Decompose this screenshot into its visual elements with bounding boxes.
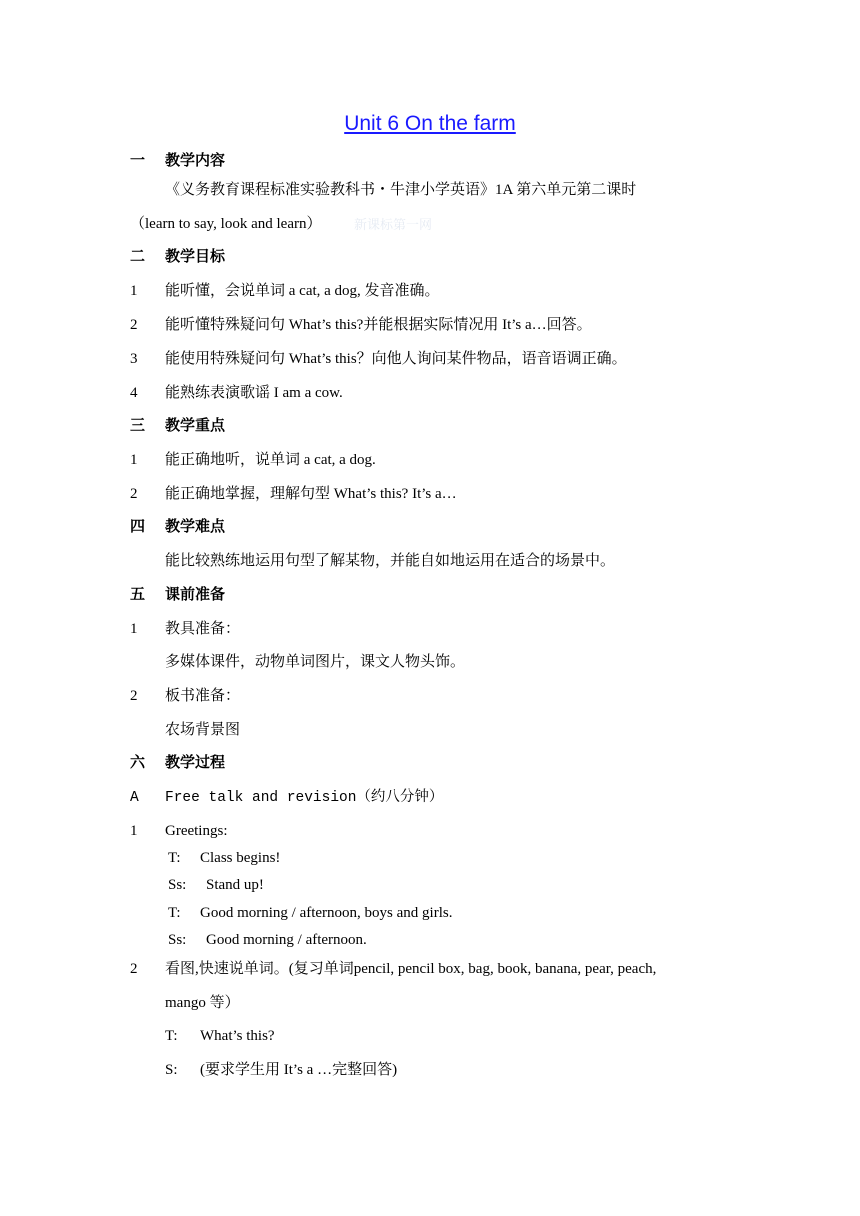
section-5-heading: 课前准备 [165,587,226,603]
section-2-number: 二 [130,249,146,265]
list-item-number: 2 [130,688,138,704]
list-item-detail: 多媒体课件，动物单词图片，课文人物头饰。 [165,654,466,670]
dialog-speaker: Ss: [168,932,187,948]
section-4-heading: 教学难点 [165,519,226,535]
dialog-line: Class begins! [200,850,281,866]
list-item-number: 1 [130,621,138,637]
list-item-text: 能听懂特殊疑问句 What’s this?并能根据实际情况用 It’s a…回答。 [165,317,592,333]
page-title-link[interactable]: Unit 6 On the farm [344,112,516,135]
step-number: 2 [130,961,138,977]
section-3-heading: 教学重点 [165,418,226,434]
list-item-number: 4 [130,385,138,401]
section-1-heading: 教学内容 [165,153,226,169]
subsection-a-heading: Free talk and revision（约八分钟） [165,790,444,806]
section-2-heading: 教学目标 [165,249,226,265]
dialog-speaker: T: [165,1028,178,1044]
section-4-text: 能比较熟练地运用句型了解某物，并能自如地运用在适合的场景中。 [165,553,616,569]
list-item-text: 能正确地听，说单词 a cat, a dog. [165,452,376,468]
section-1-text-line1: 《义务教育课程标准实验教科书・牛津小学英语》1A 第六单元第二课时 [165,182,637,198]
section-1-number: 一 [130,153,146,169]
dialog-speaker: S: [165,1062,178,1078]
subsection-a-letter: A [130,790,139,806]
dialog-speaker: T: [168,850,181,866]
list-item-label: 教具准备： [165,621,241,637]
section-5-number: 五 [130,587,146,603]
list-item-text: 能正确地掌握，理解句型 What’s this? It’s a… [165,486,457,502]
dialog-line: Stand up! [206,877,264,893]
list-item-text: 能使用特殊疑问句 What’s this？向他人询问某件物品，语音语调正确。 [165,351,627,367]
section-1-text-line2: （learn to say, look and learn） [130,216,322,232]
step-text-line2: mango 等） [165,995,240,1011]
list-item-label: 板书准备： [165,688,241,704]
step-text-line1: 看图,快速说单词。(复习单词pencil, pencil box, bag, book, banana, pear, peach, [165,961,657,977]
dialog-speaker: Ss: [168,877,187,893]
watermark-text: 新课标第一网 [354,217,433,232]
section-6-heading: 教学过程 [165,755,226,771]
list-item-detail: 农场背景图 [165,722,241,738]
list-item-number: 1 [130,452,138,468]
dialog-line: (要求学生用 It’s a …完整回答) [200,1062,398,1078]
section-3-number: 三 [130,418,146,434]
section-6-number: 六 [130,755,146,771]
step-label: Greetings: [165,823,228,839]
list-item-text: 能熟练表演歌谣 I am a cow. [165,385,343,401]
dialog-speaker: T: [168,905,181,921]
list-item-text: 能听懂，会说单词 a cat, a dog, 发音准确。 [165,283,440,299]
list-item-number: 2 [130,486,138,502]
dialog-line: Good morning / afternoon. [206,932,367,948]
dialog-line: Good morning / afternoon, boys and girls. [200,905,453,921]
section-4-number: 四 [130,519,146,535]
list-item-number: 3 [130,351,138,367]
list-item-number: 1 [130,283,138,299]
step-number: 1 [130,823,138,839]
dialog-line: What’s this? [200,1028,275,1044]
list-item-number: 2 [130,317,138,333]
